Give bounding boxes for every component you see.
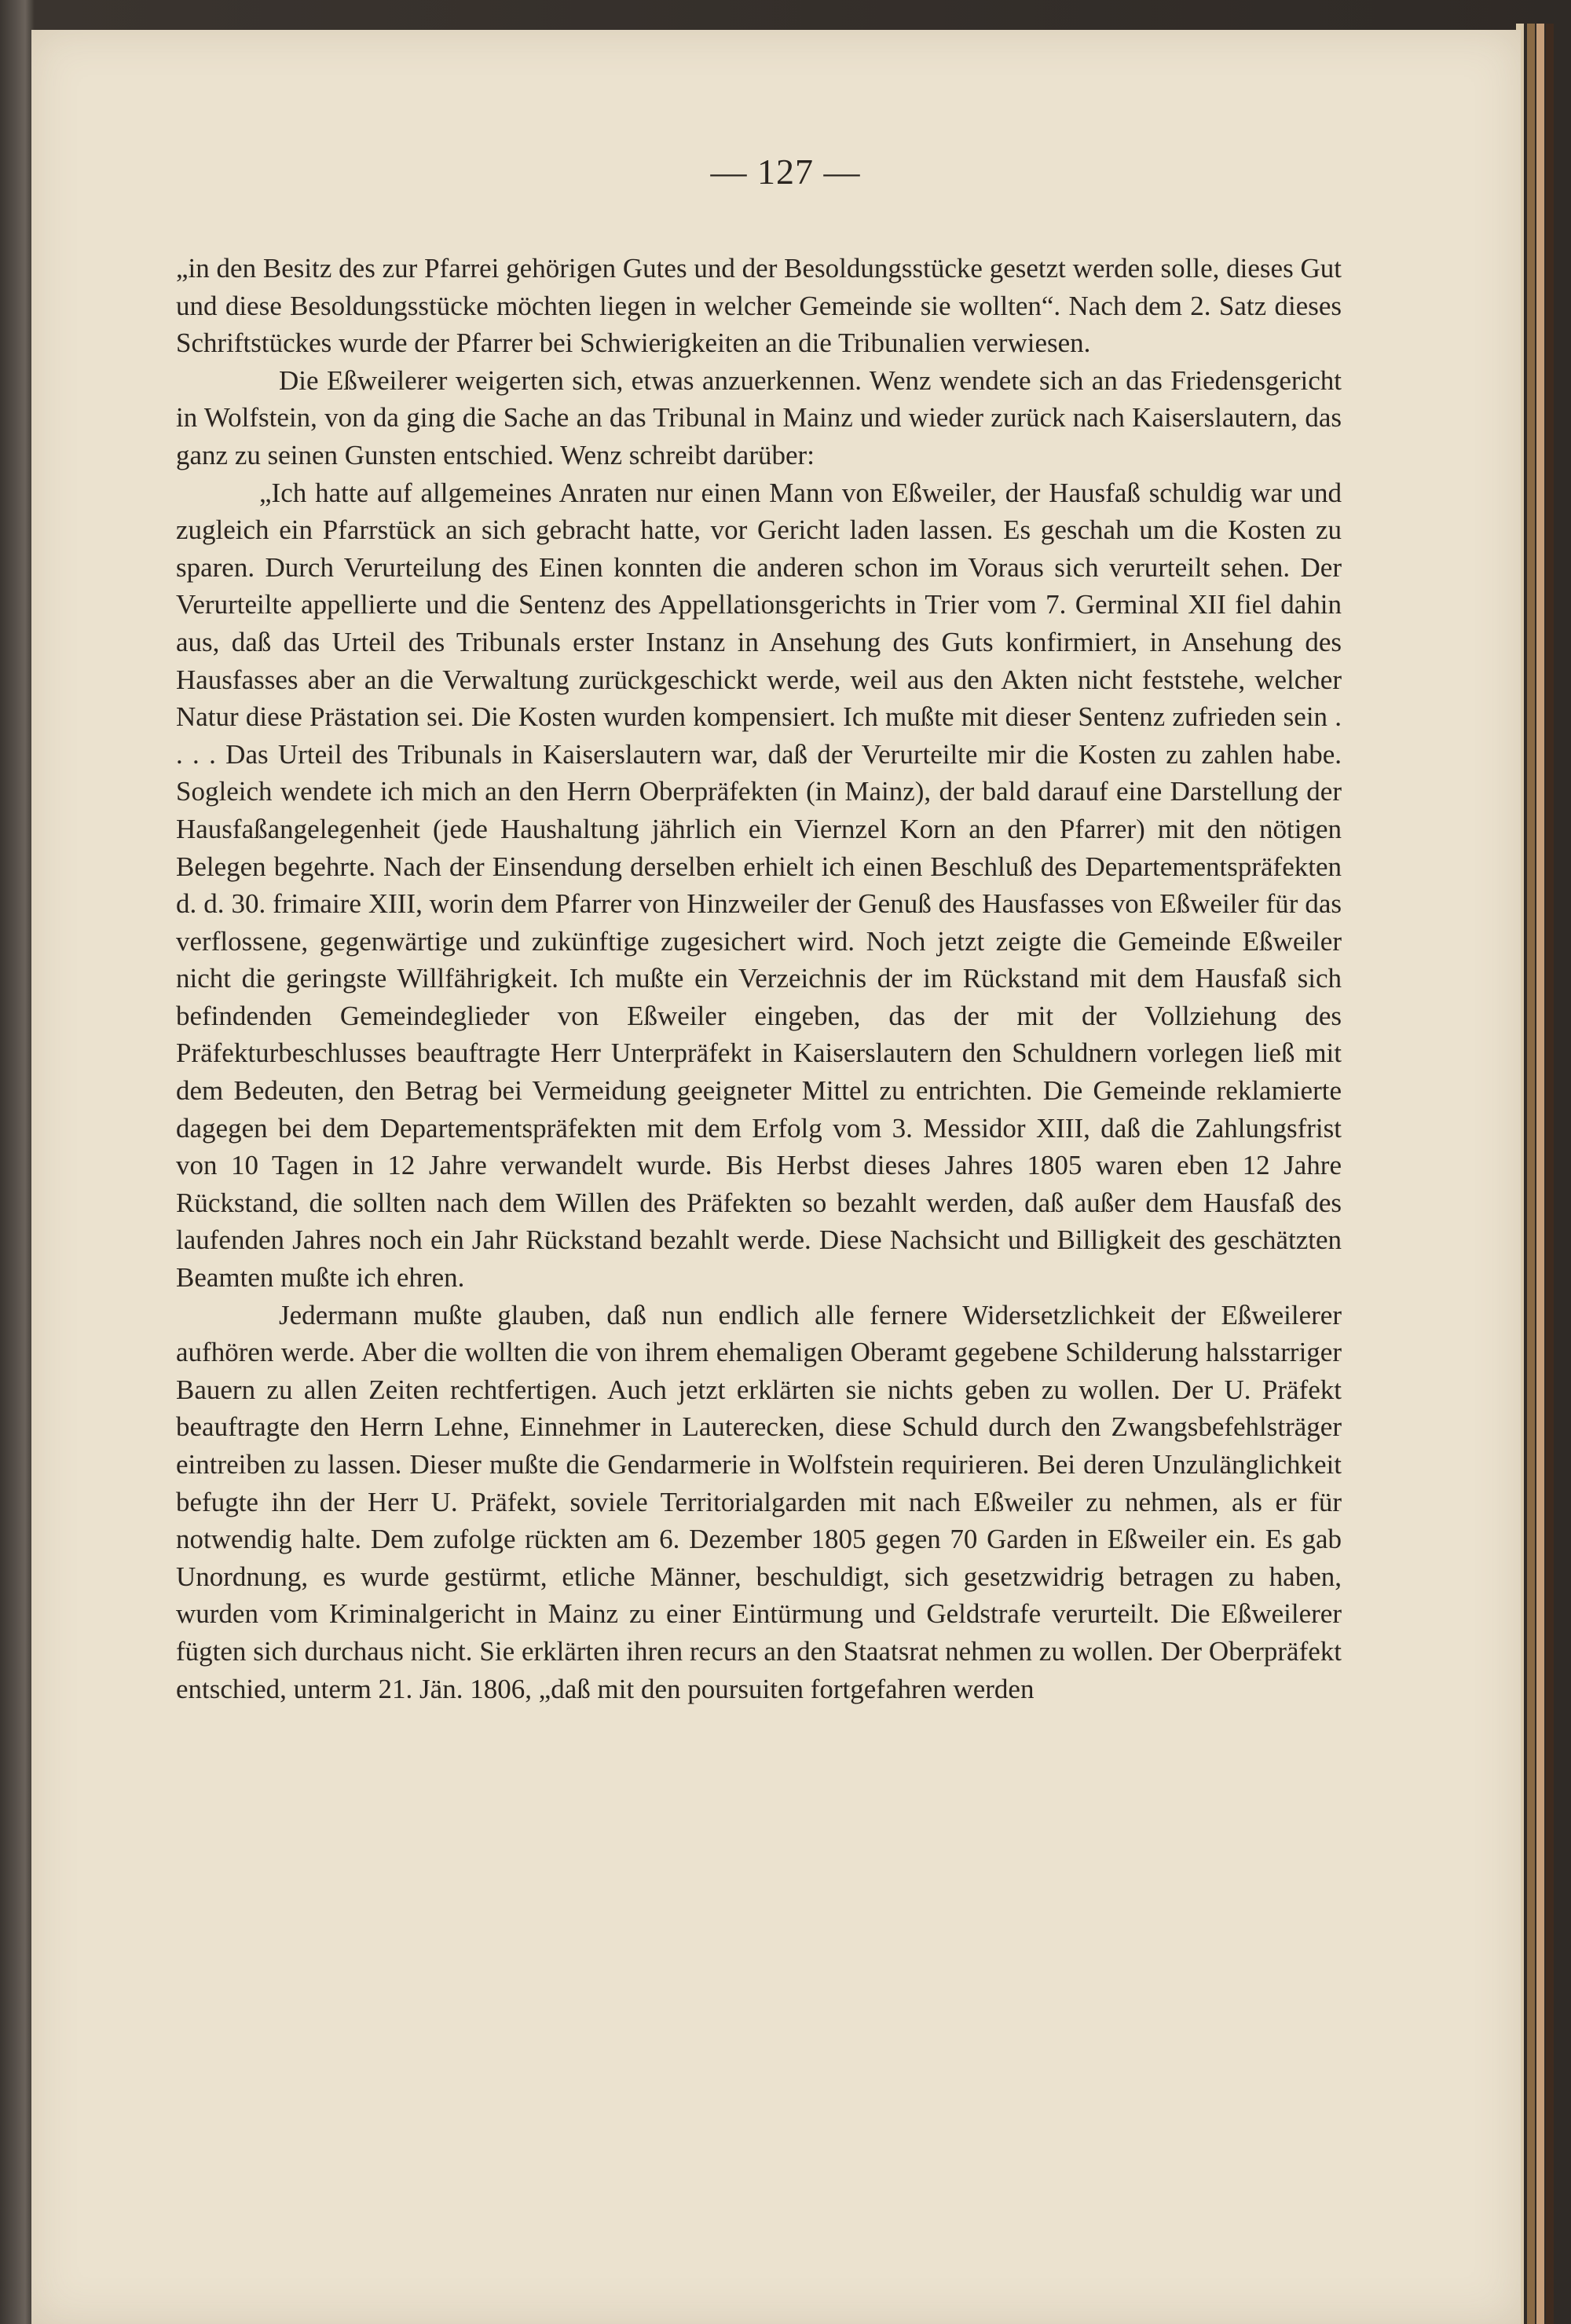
paragraph: Die Eßweilerer weigerten sich, etwas anzuerkennen. Wenz wendete sich an das Friedensgericht in Wolfstein, von da ging die Sache an das Tribunal in Mainz und wieder zurück nach Kaiserslautern, das ganz zu seinen Gunsten entschied. Wenz schreibt darüber:: [176, 364, 1342, 470]
book-cover-edge: [1546, 24, 1554, 2324]
page-edge: [1527, 24, 1535, 2324]
page-number: — 127 —: [710, 152, 861, 192]
body-text: [176, 250, 1342, 1707]
paragraph: Jedermann mußte glauben, daß nun endlich alle fernere Widersetzlichkeit der Eßweilerer aufhören werde. Aber die wollten die von ihrem ehemaligen Oberamt gegebene Schilderung halsstarriger Bauern zu allen Zeiten rechtfertigen. Auch jetzt erklärten sie nichts geben zu wollen. Der U. Präfekt beauftragte den Herrn Lehne, Einnehmer in Lauterecken, diese Schuld durch den Zwangsbefehlsträger eintreiben zu lassen. Dieser mußte die Gendarmerie in Wolfstein requirieren. Bei deren Unzulänglichkeit befugte ihn der Herr U. Präfekt, soviele Territorialgarden mit nach Eßweiler zu nehmen, als er für notwendig halte. Dem zufolge rückten am 6. Dezember 1805 gegen 70 Garden in Eßweiler ein. Es gab Unordnung, es wurde gestürmt, etliche Männer, beschuldigt, sich gesetzwidrig betragen zu haben, wurden vom Kriminalgericht in Mainz zu einer Eintürmung und Geldstrafe verurteilt. Die Eßweilerer fügten sich durchaus nicht. Sie erklärten ihren recurs an den Staatsrat nehmen zu wollen. Der Oberpräfekt entschied, unterm 21. Jän. 1806, „daß mit den poursuiten fortgefahren werden: [176, 1299, 1342, 1704]
quotation-paragraph: „Ich hatte auf allgemeines Anraten nur einen Mann von Eßweiler, der Hausfaß schuldig war und zugleich ein Pfarrstück an sich gebracht hatte, vor Gericht laden lassen. Es geschah um die Kosten zu sparen. Durch Verurteilung des Einen konnten die anderen schon im Voraus sich verurteilt sehen. Der Verurteilte appellierte und die Sentenz des Appellationsgerichts in Trier vom 7. Germinal XII fiel dahin aus, daß das Urteil des Tribunals erster Instanz in Ansehung des Guts konfirmiert, in Ansehung des Hausfasses aber an die Verwaltung zurückgeschickt werde, weil aus den Akten nicht feststehe, welcher Natur diese Prästation sei. Die Kosten wurden kompensiert. Ich mußte mit dieser Sentenz zufrieden sein . . . . Das Urteil des Tribunals in Kaiserslautern war, daß der Verurteilte mir die Kosten zu zahlen habe. Sogleich wendete ich mich an den Herrn Oberpräfekten (in Mainz), der bald darauf eine Darstellung der Hausfaßangelegenheit (jede Haushaltung jährlich ein Viernzel Korn an den Pfarrer) mit den nötigen Belegen begehrte. Nach der Einsendung derselben erhielt ich einen Beschluß des Departementspräfekten d. d. 30. frimaire XIII, worin dem Pfarrer von Hinzweiler der Genuß des Hausfasses von Eßweiler für das verflossene, gegenwärtige und zukünftige zugesichert wird. Noch jetzt zeigte die Gemeinde Eßweiler nicht die geringste Willfährigkeit. Ich mußte ein Verzeichnis der im Rückstand mit dem Hausfaß sich befindenden Gemeindeglieder von Eßweiler eingeben, das der mit der Vollziehung des Präfekturbeschlusses beauftragte Herr Unterpräfekt in Kaiserslautern den Schuldnern vorlegen ließ mit dem Bedeuten, den Betrag bei Vermeidung geeigneter Mittel zu entrichten. Die Gemeinde reklamierte dagegen bei dem Departementspräfekten mit dem Erfolg vom 3. Messidor XIII, daß die Zahlungsfrist von 10 Tagen in 12 Jahre verwandelt wurde. Bis Herbst dieses Jahres 1805 waren eben 12 Jahre Rückstand, die sollten nach dem Willen des Präfekten so bezahlt werden, daß außer dem Hausfaß des laufenden Jahres noch ein Jahr Rückstand bezahlt werde. Diese Nachsicht und Billigkeit des geschätzten Beamten mußte ich ehren.: [176, 477, 1342, 1294]
paragraph-continued: „in den Besitz des zur Pfarrei gehörigen Gutes und der Besoldungsstücke gesetzt werden solle, dieses Gut und diese Besoldungsstücke möchten liegen in welcher Gemeinde sie wollten“. Nach dem 2. Satz dieses Schriftstückes wurde der Pfarrer bei Schwierigkeiten an die Tribunalien verwiesen.: [176, 253, 1342, 359]
page-edge: [1536, 24, 1544, 2324]
